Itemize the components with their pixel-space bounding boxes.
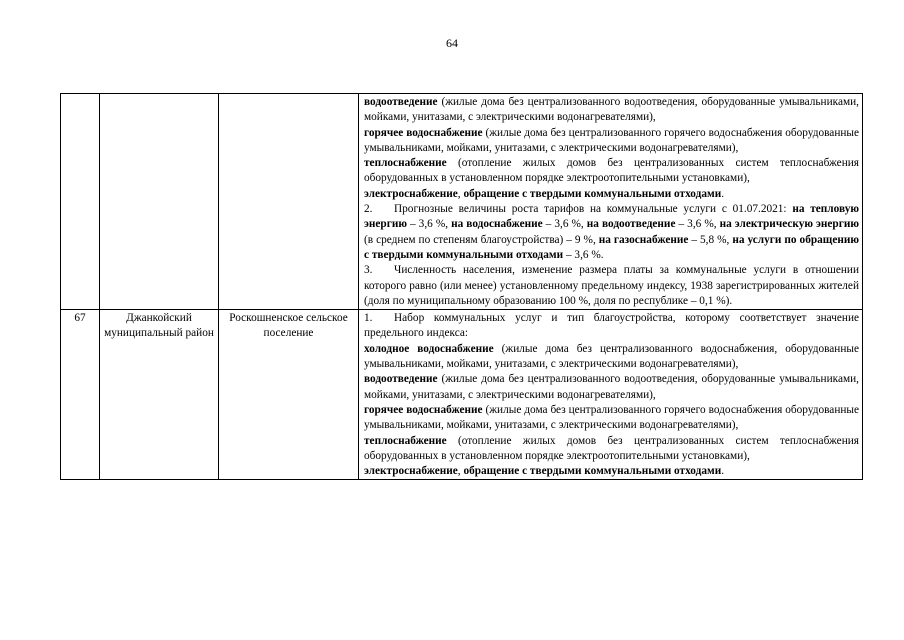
district-cell xyxy=(100,94,219,310)
service-paragraph: электроснабжение, обращение с твердыми коммунальными отходами. xyxy=(364,465,725,478)
service-paragraph: горячее водоснабжение (жилые дома без централизованного горячего водоснабжения оборудованные умывальниками, мойками, унитазами, с электрическими водонагревателями), xyxy=(364,126,860,154)
population-paragraph: 3. Численность населения, изменение размера платы за коммунальные услуги в отношении которого равно (или менее) установленному предельному индексу, 1938 зарегистрированных жителей (доля по муниципальному образованию 100 %, доля по республике – 0,1 %). xyxy=(364,264,859,307)
service-paragraph: теплоснабжение (отопление жилых домов без централизованных систем теплоснабжения оборудованных в установленном порядке электроотопительными установками), xyxy=(364,434,859,462)
description-cell xyxy=(359,310,863,480)
settlement-cell xyxy=(219,94,359,310)
tariff-table xyxy=(60,93,863,480)
tariff-growth-paragraph: 2. Прогнозные величины роста тарифов на коммунальные услуги с 01.07.2021: на тепловую энергию – 3,6 %, на водоснабжение – 3,6 %, на водоотведение – 3,6 %, на электрическую энергию (в среднем по степеням благоустройства) – 9 %, на газоснабжение – 5,8 %, на услуги по обращению с твердыми коммунальными отходами – 3,6 %. xyxy=(364,203,859,261)
description-cell xyxy=(359,94,863,310)
row-number-cell xyxy=(61,94,100,310)
table-row xyxy=(61,310,863,480)
table-row xyxy=(61,94,863,310)
district-cell: Джанкойский муниципальный район xyxy=(100,310,219,480)
service-paragraph: водоотведение (жилые дома без централизованного водоотведения, оборудованные умывальниками, мойками, унитазами, с электрическими водонагревателями), xyxy=(364,96,859,124)
service-paragraph: теплоснабжение (отопление жилых домов без централизованных систем теплоснабжения оборудованных в установленном порядке электроотопительными установками), xyxy=(364,157,859,185)
service-paragraph: водоотведение (жилые дома без централизованного водоотведения, оборудованные умывальниками, мойками, унитазами, с электрическими водонагревателями), xyxy=(364,373,859,401)
service-paragraph: электроснабжение, обращение с твердыми коммунальными отходами. xyxy=(364,187,725,200)
service-paragraph: горячее водоснабжение (жилые дома без централизованного горячего водоснабжения оборудованные умывальниками, мойками, унитазами, с электрическими водонагревателями), xyxy=(364,403,860,432)
settlement-cell: Роскошненское сельское поселение xyxy=(219,310,359,480)
row-number-cell: 67 xyxy=(61,310,100,480)
service-paragraph: холодное водоснабжение (жилые дома без централизованного водоснабжения, оборудованные умывальниками, мойками, унитазами, с электрическими водонагревателями), xyxy=(364,342,859,371)
services-intro-paragraph: 1. Набор коммунальных услуг и тип благоустройства, которому соответствует значение предельного индекса: xyxy=(364,312,859,340)
page-number: 64 xyxy=(446,36,458,50)
